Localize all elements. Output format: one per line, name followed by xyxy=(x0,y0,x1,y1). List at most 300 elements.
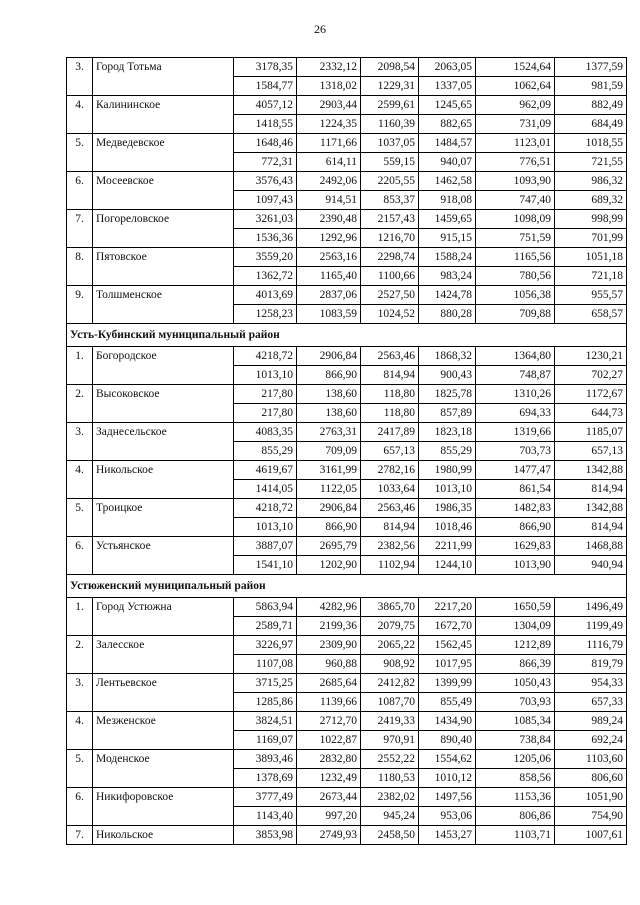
value-cell: 940,07 xyxy=(419,153,476,172)
value-cell: 1024,52 xyxy=(361,305,419,324)
table-row xyxy=(67,385,627,404)
value-cell: 1434,90 xyxy=(419,712,476,731)
value-cell: 138,60 xyxy=(297,404,361,423)
table-row xyxy=(67,598,627,617)
value-cell: 2673,44 xyxy=(297,788,361,807)
value-cell: 703,73 xyxy=(476,442,555,461)
value-cell: 1868,32 xyxy=(419,347,476,366)
value-cell: 1524,64 xyxy=(476,58,555,77)
value-cell: 1650,59 xyxy=(476,598,555,617)
settlement-name: Город Тотьма xyxy=(93,58,234,96)
value-cell: 1102,94 xyxy=(361,556,419,575)
value-cell: 3559,20 xyxy=(234,248,297,267)
row-index: 1. xyxy=(67,598,93,636)
value-cell: 814,94 xyxy=(361,518,419,537)
row-index: 9. xyxy=(67,286,93,324)
row-index: 4. xyxy=(67,712,93,750)
settlement-name: Залесское xyxy=(93,636,234,674)
value-cell: 1304,09 xyxy=(476,617,555,636)
settlement-name: Погореловское xyxy=(93,210,234,248)
value-cell: 1171,66 xyxy=(297,134,361,153)
value-cell: 1378,69 xyxy=(234,769,297,788)
value-cell: 890,40 xyxy=(419,731,476,750)
table-row xyxy=(67,96,627,115)
settlement-name: Троицкое xyxy=(93,499,234,537)
value-cell: 721,55 xyxy=(555,153,627,172)
value-cell: 814,94 xyxy=(555,480,627,499)
table-row xyxy=(67,788,627,807)
value-cell: 981,59 xyxy=(555,77,627,96)
value-cell: 1165,40 xyxy=(297,267,361,286)
value-cell: 1468,88 xyxy=(555,537,627,556)
value-cell: 1584,77 xyxy=(234,77,297,96)
table-row xyxy=(67,423,627,442)
value-cell: 1342,88 xyxy=(555,499,627,518)
value-cell: 772,31 xyxy=(234,153,297,172)
value-cell: 2589,71 xyxy=(234,617,297,636)
value-cell: 3178,35 xyxy=(234,58,297,77)
value-cell: 4619,67 xyxy=(234,461,297,480)
value-cell: 1202,90 xyxy=(297,556,361,575)
value-cell: 3226,97 xyxy=(234,636,297,655)
value-cell: 748,87 xyxy=(476,366,555,385)
value-cell: 1318,02 xyxy=(297,77,361,96)
value-cell: 217,80 xyxy=(234,404,297,423)
value-cell: 983,24 xyxy=(419,267,476,286)
value-cell: 2157,43 xyxy=(361,210,419,229)
value-cell: 1562,45 xyxy=(419,636,476,655)
value-cell: 2458,50 xyxy=(361,826,419,845)
value-cell: 1205,06 xyxy=(476,750,555,769)
value-cell: 1160,39 xyxy=(361,115,419,134)
value-cell: 2332,12 xyxy=(297,58,361,77)
value-cell: 1310,26 xyxy=(476,385,555,404)
value-cell: 1484,57 xyxy=(419,134,476,153)
settlement-name: Заднесельское xyxy=(93,423,234,461)
value-cell: 1453,27 xyxy=(419,826,476,845)
value-cell: 855,49 xyxy=(419,693,476,712)
value-cell: 1459,65 xyxy=(419,210,476,229)
value-cell: 866,90 xyxy=(297,366,361,385)
value-cell: 1980,99 xyxy=(419,461,476,480)
value-cell: 747,40 xyxy=(476,191,555,210)
value-cell: 1017,95 xyxy=(419,655,476,674)
settlement-name: Высоковское xyxy=(93,385,234,423)
value-cell: 754,90 xyxy=(555,807,627,826)
value-cell: 217,80 xyxy=(234,385,297,404)
value-cell: 814,94 xyxy=(555,518,627,537)
value-cell: 945,24 xyxy=(361,807,419,826)
value-cell: 2390,48 xyxy=(297,210,361,229)
value-cell: 1051,18 xyxy=(555,248,627,267)
value-cell: 880,28 xyxy=(419,305,476,324)
value-cell: 2763,31 xyxy=(297,423,361,442)
value-cell: 138,60 xyxy=(297,385,361,404)
value-cell: 1377,59 xyxy=(555,58,627,77)
value-cell: 3715,25 xyxy=(234,674,297,693)
value-cell: 2599,61 xyxy=(361,96,419,115)
table-row xyxy=(67,674,627,693)
value-cell: 689,32 xyxy=(555,191,627,210)
value-cell: 2217,20 xyxy=(419,598,476,617)
value-cell: 1648,46 xyxy=(234,134,297,153)
value-cell: 866,90 xyxy=(476,518,555,537)
value-cell: 1165,56 xyxy=(476,248,555,267)
value-cell: 3893,46 xyxy=(234,750,297,769)
value-cell: 2906,84 xyxy=(297,347,361,366)
row-index: 3. xyxy=(67,674,93,712)
value-cell: 1292,96 xyxy=(297,229,361,248)
settlement-name: Никольское xyxy=(93,826,234,845)
value-cell: 559,15 xyxy=(361,153,419,172)
value-cell: 1588,24 xyxy=(419,248,476,267)
value-cell: 1087,70 xyxy=(361,693,419,712)
value-cell: 3576,43 xyxy=(234,172,297,191)
value-cell: 962,09 xyxy=(476,96,555,115)
value-cell: 1424,78 xyxy=(419,286,476,305)
value-cell: 1825,78 xyxy=(419,385,476,404)
table-row xyxy=(67,750,627,769)
value-cell: 2298,74 xyxy=(361,248,419,267)
page-number: 26 xyxy=(314,22,326,36)
value-cell: 1482,83 xyxy=(476,499,555,518)
value-cell: 3887,07 xyxy=(234,537,297,556)
value-cell: 702,27 xyxy=(555,366,627,385)
value-cell: 1285,86 xyxy=(234,693,297,712)
value-cell: 1172,67 xyxy=(555,385,627,404)
value-cell: 4218,72 xyxy=(234,499,297,518)
value-cell: 118,80 xyxy=(361,404,419,423)
value-cell: 776,51 xyxy=(476,153,555,172)
value-cell: 814,94 xyxy=(361,366,419,385)
value-cell: 1013,10 xyxy=(419,480,476,499)
value-cell: 1245,65 xyxy=(419,96,476,115)
value-cell: 1085,34 xyxy=(476,712,555,731)
value-cell: 914,51 xyxy=(297,191,361,210)
value-cell: 614,11 xyxy=(297,153,361,172)
value-cell: 1097,43 xyxy=(234,191,297,210)
value-cell: 861,54 xyxy=(476,480,555,499)
value-cell: 1018,46 xyxy=(419,518,476,537)
value-cell: 2527,50 xyxy=(361,286,419,305)
table-row xyxy=(67,461,627,480)
value-cell: 709,88 xyxy=(476,305,555,324)
value-cell: 954,33 xyxy=(555,674,627,693)
value-cell: 1414,05 xyxy=(234,480,297,499)
value-cell: 2552,22 xyxy=(361,750,419,769)
table-row xyxy=(67,712,627,731)
value-cell: 900,43 xyxy=(419,366,476,385)
value-cell: 1037,05 xyxy=(361,134,419,153)
settlement-name: Медведевское xyxy=(93,134,234,172)
row-index: 3. xyxy=(67,58,93,96)
value-cell: 1083,59 xyxy=(297,305,361,324)
row-index: 6. xyxy=(67,537,93,575)
value-cell: 2382,02 xyxy=(361,788,419,807)
value-cell: 855,29 xyxy=(234,442,297,461)
value-cell: 997,20 xyxy=(297,807,361,826)
row-index: 5. xyxy=(67,750,93,788)
table-row xyxy=(67,248,627,267)
row-index: 7. xyxy=(67,210,93,248)
value-cell: 1056,38 xyxy=(476,286,555,305)
value-cell: 2309,90 xyxy=(297,636,361,655)
row-index: 5. xyxy=(67,499,93,537)
value-cell: 657,13 xyxy=(361,442,419,461)
value-cell: 2205,55 xyxy=(361,172,419,191)
value-cell: 1185,07 xyxy=(555,423,627,442)
settlement-name: Калининское xyxy=(93,96,234,134)
value-cell: 644,73 xyxy=(555,404,627,423)
value-cell: 1139,66 xyxy=(297,693,361,712)
settlement-name: Устьянское xyxy=(93,537,234,575)
value-cell: 1212,89 xyxy=(476,636,555,655)
value-cell: 1672,70 xyxy=(419,617,476,636)
value-cell: 694,33 xyxy=(476,404,555,423)
value-cell: 692,24 xyxy=(555,731,627,750)
value-cell: 2712,70 xyxy=(297,712,361,731)
value-cell: 1180,53 xyxy=(361,769,419,788)
value-cell: 866,39 xyxy=(476,655,555,674)
value-cell: 866,90 xyxy=(297,518,361,537)
value-cell: 960,88 xyxy=(297,655,361,674)
row-index: 4. xyxy=(67,96,93,134)
value-cell: 1229,31 xyxy=(361,77,419,96)
value-cell: 855,29 xyxy=(419,442,476,461)
settlement-name: Город Устюжна xyxy=(93,598,234,636)
value-cell: 1010,12 xyxy=(419,769,476,788)
value-cell: 1362,72 xyxy=(234,267,297,286)
value-cell: 4083,35 xyxy=(234,423,297,442)
value-cell: 1986,35 xyxy=(419,499,476,518)
value-cell: 2782,16 xyxy=(361,461,419,480)
value-cell: 658,57 xyxy=(555,305,627,324)
value-cell: 4013,69 xyxy=(234,286,297,305)
value-cell: 1342,88 xyxy=(555,461,627,480)
value-cell: 2906,84 xyxy=(297,499,361,518)
value-cell: 1536,36 xyxy=(234,229,297,248)
value-cell: 819,79 xyxy=(555,655,627,674)
value-cell: 940,94 xyxy=(555,556,627,575)
value-cell: 858,56 xyxy=(476,769,555,788)
table-row xyxy=(67,134,627,153)
value-cell: 953,06 xyxy=(419,807,476,826)
value-cell: 1103,71 xyxy=(476,826,555,845)
section-header-row xyxy=(67,575,627,598)
value-cell: 1497,56 xyxy=(419,788,476,807)
value-cell: 2492,06 xyxy=(297,172,361,191)
value-cell: 998,99 xyxy=(555,210,627,229)
table-row xyxy=(67,826,627,845)
value-cell: 2837,06 xyxy=(297,286,361,305)
value-cell: 3865,70 xyxy=(361,598,419,617)
row-index: 4. xyxy=(67,461,93,499)
value-cell: 1541,10 xyxy=(234,556,297,575)
value-cell: 1216,70 xyxy=(361,229,419,248)
value-cell: 3824,51 xyxy=(234,712,297,731)
value-cell: 806,86 xyxy=(476,807,555,826)
settlement-name: Никифоровское xyxy=(93,788,234,826)
value-cell: 2211,99 xyxy=(419,537,476,556)
value-cell: 2412,82 xyxy=(361,674,419,693)
settlement-name: Толшменское xyxy=(93,286,234,324)
value-cell: 2382,56 xyxy=(361,537,419,556)
value-cell: 780,56 xyxy=(476,267,555,286)
value-cell: 1418,55 xyxy=(234,115,297,134)
value-cell: 1013,90 xyxy=(476,556,555,575)
settlement-name: Пятовское xyxy=(93,248,234,286)
value-cell: 657,13 xyxy=(555,442,627,461)
value-cell: 657,33 xyxy=(555,693,627,712)
value-cell: 1033,64 xyxy=(361,480,419,499)
value-cell: 1013,10 xyxy=(234,518,297,537)
value-cell: 1244,10 xyxy=(419,556,476,575)
table-row xyxy=(67,172,627,191)
value-cell: 1093,90 xyxy=(476,172,555,191)
value-cell: 1169,07 xyxy=(234,731,297,750)
row-index: 6. xyxy=(67,788,93,826)
value-cell: 882,49 xyxy=(555,96,627,115)
value-cell: 1013,10 xyxy=(234,366,297,385)
value-cell: 5863,94 xyxy=(234,598,297,617)
settlement-name: Богородское xyxy=(93,347,234,385)
settlement-name: Моденское xyxy=(93,750,234,788)
settlement-name: Никольское xyxy=(93,461,234,499)
settlement-name: Мосеевское xyxy=(93,172,234,210)
table-body xyxy=(67,58,627,845)
value-cell: 709,09 xyxy=(297,442,361,461)
value-cell: 1224,35 xyxy=(297,115,361,134)
value-cell: 2065,22 xyxy=(361,636,419,655)
value-cell: 1496,49 xyxy=(555,598,627,617)
value-cell: 684,49 xyxy=(555,115,627,134)
value-cell: 1098,09 xyxy=(476,210,555,229)
table-row xyxy=(67,537,627,556)
value-cell: 955,57 xyxy=(555,286,627,305)
value-cell: 731,09 xyxy=(476,115,555,134)
value-cell: 1122,05 xyxy=(297,480,361,499)
value-cell: 751,59 xyxy=(476,229,555,248)
table-row xyxy=(67,210,627,229)
row-index: 7. xyxy=(67,826,93,845)
value-cell: 806,60 xyxy=(555,769,627,788)
settlement-name: Мезженское xyxy=(93,712,234,750)
value-cell: 915,15 xyxy=(419,229,476,248)
tariff-table xyxy=(66,57,627,845)
value-cell: 1007,61 xyxy=(555,826,627,845)
value-cell: 1062,64 xyxy=(476,77,555,96)
table-row xyxy=(67,499,627,518)
table-row xyxy=(67,286,627,305)
section-header-row xyxy=(67,324,627,347)
value-cell: 2563,16 xyxy=(297,248,361,267)
value-cell: 857,89 xyxy=(419,404,476,423)
value-cell: 2695,79 xyxy=(297,537,361,556)
value-cell: 1018,55 xyxy=(555,134,627,153)
row-index: 5. xyxy=(67,134,93,172)
value-cell: 1022,87 xyxy=(297,731,361,750)
value-cell: 2098,54 xyxy=(361,58,419,77)
row-index: 3. xyxy=(67,423,93,461)
value-cell: 3161,99 xyxy=(297,461,361,480)
value-cell: 1258,23 xyxy=(234,305,297,324)
value-cell: 882,65 xyxy=(419,115,476,134)
table-row xyxy=(67,347,627,366)
value-cell: 2199,36 xyxy=(297,617,361,636)
value-cell: 2903,44 xyxy=(297,96,361,115)
value-cell: 3853,98 xyxy=(234,826,297,845)
value-cell: 118,80 xyxy=(361,385,419,404)
value-cell: 4282,96 xyxy=(297,598,361,617)
row-index: 8. xyxy=(67,248,93,286)
table-row xyxy=(67,636,627,655)
value-cell: 1050,43 xyxy=(476,674,555,693)
value-cell: 2685,64 xyxy=(297,674,361,693)
value-cell: 1477,47 xyxy=(476,461,555,480)
value-cell: 1823,18 xyxy=(419,423,476,442)
value-cell: 4218,72 xyxy=(234,347,297,366)
value-cell: 1399,99 xyxy=(419,674,476,693)
row-index: 2. xyxy=(67,636,93,674)
row-index: 2. xyxy=(67,385,93,423)
value-cell: 703,93 xyxy=(476,693,555,712)
value-cell: 970,91 xyxy=(361,731,419,750)
section-title: Усть-Кубинский муниципальный район xyxy=(67,324,627,347)
value-cell: 701,99 xyxy=(555,229,627,248)
value-cell: 1337,05 xyxy=(419,77,476,96)
value-cell: 986,32 xyxy=(555,172,627,191)
value-cell: 1199,49 xyxy=(555,617,627,636)
value-cell: 1462,58 xyxy=(419,172,476,191)
value-cell: 1629,83 xyxy=(476,537,555,556)
value-cell: 1364,80 xyxy=(476,347,555,366)
table-row xyxy=(67,58,627,77)
value-cell: 2832,80 xyxy=(297,750,361,769)
value-cell: 1230,21 xyxy=(555,347,627,366)
value-cell: 1319,66 xyxy=(476,423,555,442)
value-cell: 738,84 xyxy=(476,731,555,750)
value-cell: 989,24 xyxy=(555,712,627,731)
value-cell: 1107,08 xyxy=(234,655,297,674)
value-cell: 2417,89 xyxy=(361,423,419,442)
row-index: 1. xyxy=(67,347,93,385)
value-cell: 2079,75 xyxy=(361,617,419,636)
value-cell: 908,92 xyxy=(361,655,419,674)
value-cell: 1116,79 xyxy=(555,636,627,655)
value-cell: 1554,62 xyxy=(419,750,476,769)
value-cell: 2063,05 xyxy=(419,58,476,77)
value-cell: 2563,46 xyxy=(361,499,419,518)
value-cell: 2749,93 xyxy=(297,826,361,845)
value-cell: 853,37 xyxy=(361,191,419,210)
row-index: 6. xyxy=(67,172,93,210)
value-cell: 1100,66 xyxy=(361,267,419,286)
value-cell: 721,18 xyxy=(555,267,627,286)
value-cell: 1103,60 xyxy=(555,750,627,769)
value-cell: 3261,03 xyxy=(234,210,297,229)
value-cell: 2419,33 xyxy=(361,712,419,731)
value-cell: 1153,36 xyxy=(476,788,555,807)
section-title: Устюженский муниципальный район xyxy=(67,575,627,598)
value-cell: 2563,46 xyxy=(361,347,419,366)
value-cell: 918,08 xyxy=(419,191,476,210)
value-cell: 1123,01 xyxy=(476,134,555,153)
settlement-name: Лентьевское xyxy=(93,674,234,712)
value-cell: 3777,49 xyxy=(234,788,297,807)
value-cell: 1051,90 xyxy=(555,788,627,807)
value-cell: 4057,12 xyxy=(234,96,297,115)
value-cell: 1232,49 xyxy=(297,769,361,788)
